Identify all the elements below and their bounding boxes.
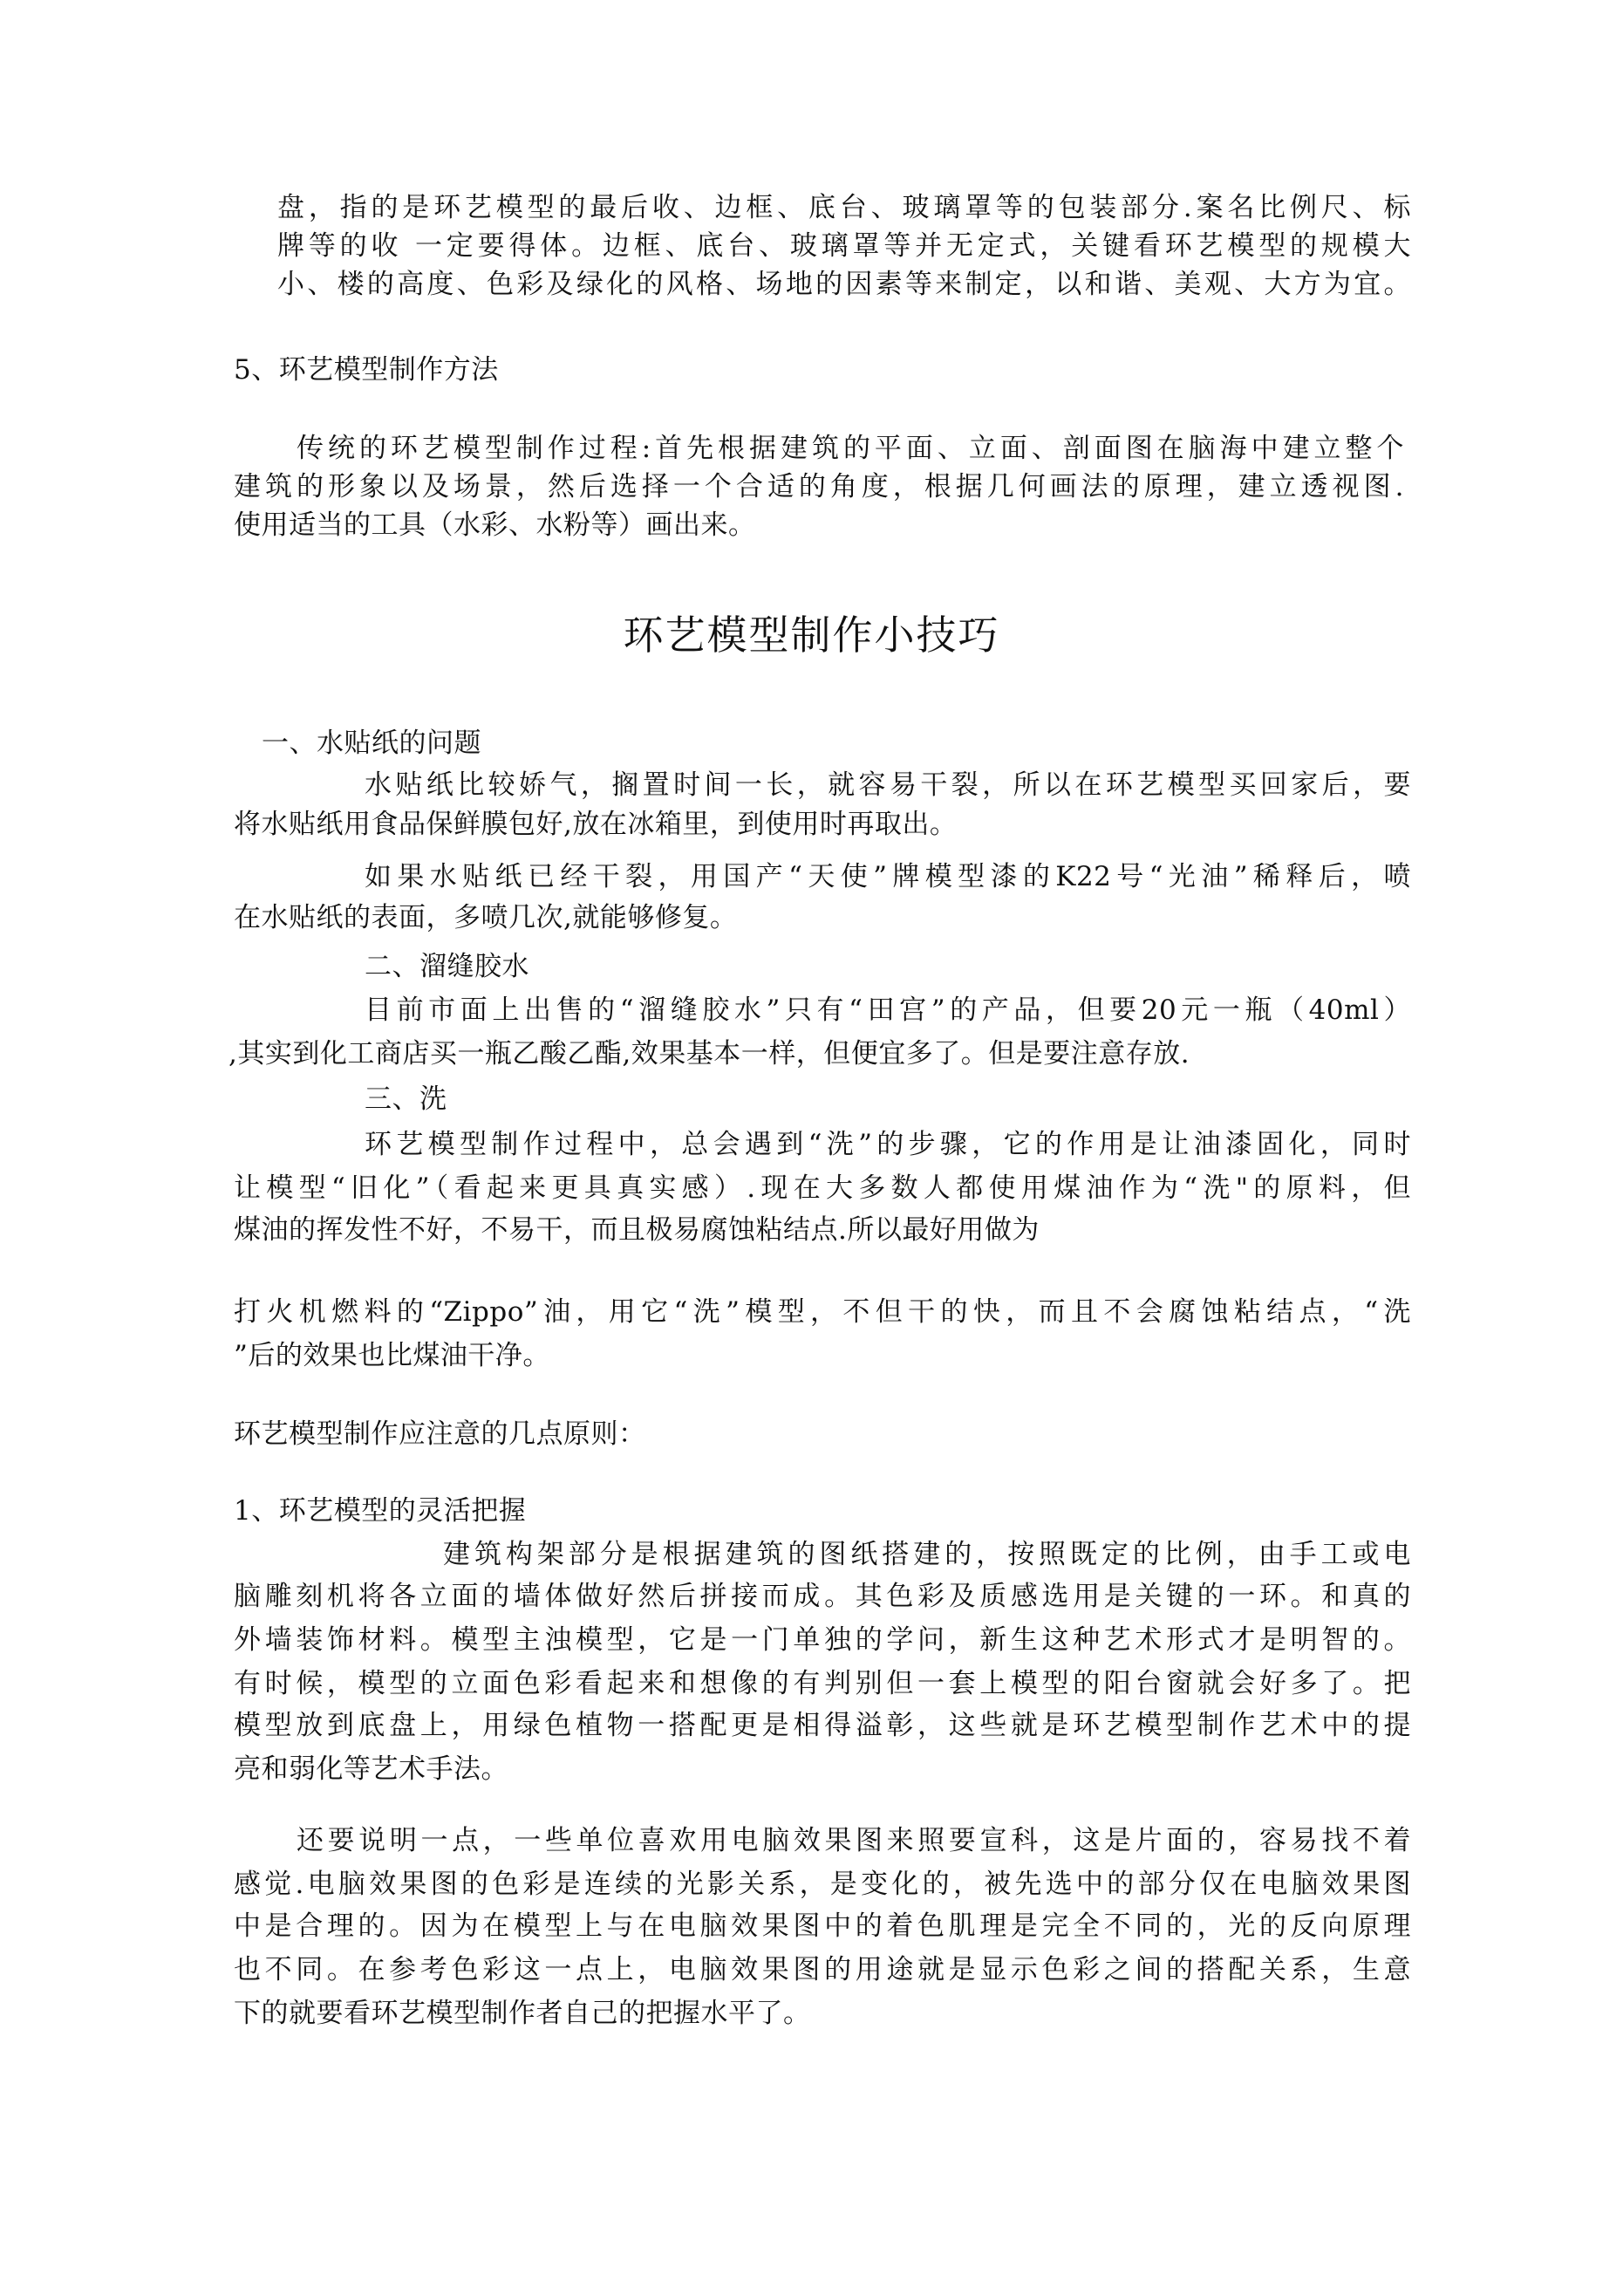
paragraph-line: 中是合理的。因为在模型上与在电脑效果图中的着色肌理是完全不同的，光的反向原理 <box>234 1910 1411 1942</box>
paragraph-line: 如果水贴纸已经干裂，用国产“天使”牌模型漆的K22号“光油”稀释后，喷 <box>365 861 1411 892</box>
paragraph-line: 传统的环艺模型制作过程:首先根据建筑的平面、立面、剖面图在脑海中建立整个 <box>297 433 1404 464</box>
paragraph-line: 煤油的挥发性不好，不易干，而且极易腐蚀粘结点.所以最好用做为 <box>234 1214 1040 1246</box>
page-title: 环艺模型制作小技巧 <box>623 612 1000 659</box>
paragraph-line: 环艺模型制作过程中，总会遇到“洗”的步骤，它的作用是让油漆固化，同时 <box>365 1129 1411 1160</box>
paragraph-line: 打火机燃料的“Zippo”油，用它“洗”模型，不但干的快，而且不会腐蚀粘结点，“洗 <box>234 1296 1411 1328</box>
intro-line: 小、楼的高度、色彩及绿化的风格、场地的因素等来制定，以和谐、美观、大方为宜。 <box>277 269 1411 300</box>
paragraph-line: 建筑构架部分是根据建筑的图纸搭建的，按照既定的比例，由手工或电 <box>443 1539 1411 1570</box>
intro-line: 牌等的收 一定要得体。边框、底台、玻璃罩等并无定式，关键看环艺模型的规模大 <box>277 230 1411 262</box>
tip-heading: 二、溜缝胶水 <box>365 951 529 982</box>
paragraph-line: 将水贴纸用食品保鲜膜包好,放在冰箱里，到使用时再取出。 <box>234 809 958 840</box>
paragraph-line: 感觉.电脑效果图的色彩是连续的光影关系，是变化的，被先选中的部分仅在电脑效果图 <box>234 1869 1411 1900</box>
paragraph-line: 亮和弱化等艺术手法。 <box>234 1753 508 1785</box>
paragraph-line: 脑雕刻机将各立面的墙体做好然后拼接而成。其色彩及质感选用是关键的一环。和真的 <box>234 1581 1411 1612</box>
paragraph-line: ”后的效果也比煤油干净。 <box>234 1340 550 1371</box>
intro-line: 盘，指的是环艺模型的最后收、边框、底台、玻璃罩等的包装部分.案名比例尺、标 <box>277 192 1411 223</box>
paragraph-line: 还要说明一点，一些单位喜欢用电脑效果图来照要宣科，这是片面的，容易找不着 <box>297 1825 1411 1856</box>
paragraph-line: 也不同。在参考色彩这一点上，电脑效果图的用途就是显示色彩之间的搭配关系，生意 <box>234 1954 1411 1985</box>
paragraph-line: 模型放到底盘上，用绿色植物一搭配更是相得溢彰，这些就是环艺模型制作艺术中的提 <box>234 1710 1411 1741</box>
paragraph-line: 在水贴纸的表面，多喷几次,就能够修复。 <box>234 902 738 933</box>
tip-heading: 三、洗 <box>365 1083 447 1115</box>
section-heading: 5、环艺模型制作方法 <box>234 354 499 386</box>
tip-heading: 一、水贴纸的问题 <box>262 728 481 759</box>
paragraph-line: 让模型“旧化”（看起来更具真实感）.现在大多数人都使用煤油作为“洗"的原料，但 <box>234 1172 1411 1204</box>
paragraph-line: 外墙装饰材料。模型主浊模型，它是一门单独的学问，新生这种艺术形式才是明智的。 <box>234 1624 1411 1656</box>
paragraph-line: 水贴纸比较娇气，搁置时间一长，就容易干裂，所以在环艺模型买回家后，要 <box>365 769 1411 801</box>
principle-heading: 1、环艺模型的灵活把握 <box>234 1495 527 1527</box>
paragraph-line: 有时候，模型的立面色彩看起来和想像的有判别但一套上模型的阳台窗就会好多了。把 <box>234 1668 1411 1699</box>
paragraph-line: 目前市面上出售的“溜缝胶水”只有“田宫”的产品，但要20元一瓶（40ml） <box>365 994 1411 1026</box>
paragraph-line: 使用适当的工具（水彩、水粉等）画出来。 <box>234 509 756 541</box>
section-heading: 环艺模型制作应注意的几点原则： <box>234 1418 646 1450</box>
paragraph-line: 下的就要看环艺模型制作者自己的把握水平了。 <box>234 1998 811 2029</box>
paragraph-line: ,其实到化工商店买一瓶乙酸乙酯,效果基本一样，但便宜多了。但是要注意存放. <box>228 1038 1190 1069</box>
paragraph-line: 建筑的形象以及场景，然后选择一个合适的角度，根据几何画法的原理，建立透视图. <box>234 471 1404 502</box>
